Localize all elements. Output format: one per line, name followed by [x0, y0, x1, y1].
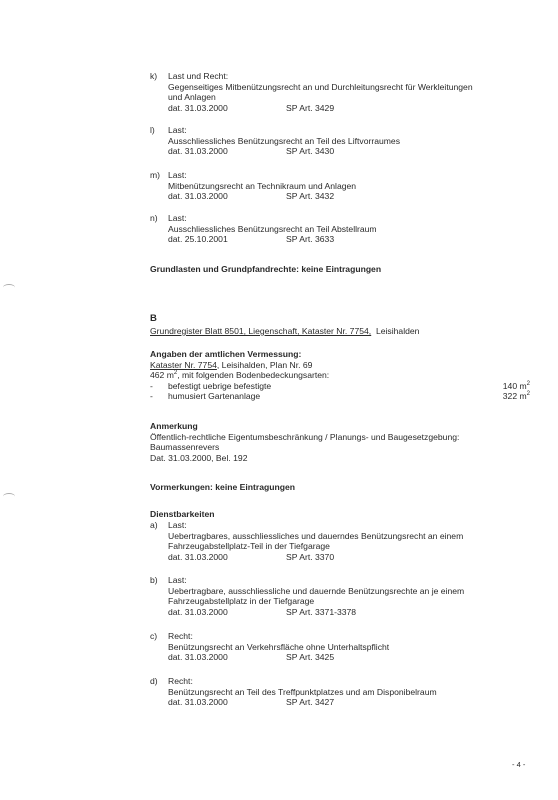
- kataster-line: Kataster Nr. 7754, Leisihalden, Plan Nr. 69: [150, 359, 313, 370]
- entry-description: Ausschliessliches Benützungsrecht an Teil des Liftvorraumes: [168, 135, 400, 146]
- entry-date: dat. 25.10.2001: [168, 234, 228, 245]
- anmerkung-block: [150, 421, 530, 463]
- entry-date: dat. 31.03.2000: [168, 652, 228, 663]
- entry-description: Fahrzeugabstellplatz-Teil in der Tiefgarage: [168, 541, 330, 552]
- entry-description: Benützungsrecht an Teil des Treffpunktplatzes und am Disponibelraum: [168, 686, 437, 697]
- entry-letter: l): [150, 125, 155, 135]
- anmerkung-heading: Anmerkung: [150, 421, 198, 431]
- entry-type: Last:: [168, 575, 187, 585]
- entry-letter: m): [150, 170, 161, 180]
- page-number: - 4 -: [512, 760, 526, 769]
- entry-description: und Anlagen: [168, 92, 216, 103]
- entry-description: Uebertragbares, ausschliessliches und dauerndes Benützungsrecht an einem: [168, 530, 464, 541]
- vormerkungen-heading: Vormerkungen: keine Eintragungen: [150, 482, 296, 492]
- entry-type: Last:: [168, 170, 187, 180]
- entry-reference: SP Art. 3430: [286, 146, 335, 157]
- entry-reference: SP Art. 3429: [286, 102, 335, 113]
- entry-type: Last und Recht:: [168, 71, 229, 81]
- entry-reference: SP Art. 3370: [286, 551, 335, 562]
- entry-type: Last:: [168, 213, 187, 223]
- area-value: 322 $m^2$: [502, 391, 530, 402]
- entry-date: dat. 31.03.2000: [168, 191, 228, 202]
- entry-description: Mitbenützungsrecht an Technikraum und Anlagen: [168, 180, 357, 191]
- entry-reference: SP Art. 3371-3378: [286, 606, 357, 617]
- entry-type: Last:: [168, 125, 187, 135]
- entry-description: Fahrzeugabstellplatz in der Tiefgarage: [168, 596, 315, 607]
- grundlasten-heading: Grundlasten und Grundpfandrechte: keine Eintragungen: [150, 264, 382, 274]
- entry-letter: d): [150, 676, 158, 686]
- entry-letter: c): [150, 631, 158, 641]
- entry-type: Recht:: [168, 676, 193, 686]
- entry-letter: k): [150, 71, 158, 81]
- entry-reference: SP Art. 3432: [286, 191, 335, 202]
- entry-date: dat. 31.03.2000: [168, 606, 228, 617]
- entry-type: Recht:: [168, 631, 193, 641]
- entry-date: dat. 31.03.2000: [168, 697, 228, 708]
- area-row: - befestigt uebrige befestigte 140 $m^2$: [150, 380, 530, 391]
- anmerkung-text: Öffentlich-rechtliche Eigentumsbeschränkung / Planungs- und Baugesetzgebung:: [150, 431, 460, 442]
- area-row: - humusiert Gartenanlage 322 $m^2$: [150, 391, 530, 402]
- entry-reference: SP Art. 3633: [286, 234, 335, 245]
- area-label: humusiert Gartenanlage: [168, 391, 261, 402]
- entry-letter: a): [150, 520, 158, 530]
- entry-date: dat. 31.03.2000: [168, 146, 228, 157]
- entry-date: dat. 31.03.2000: [168, 551, 228, 562]
- area-value: 140 $m^2$: [502, 380, 530, 391]
- entry-description: Gegenseitiges Mitbenützungsrecht an und Durchleitungsrecht für Werkleitungen: [168, 81, 473, 92]
- grundregister-line: [150, 326, 419, 337]
- entry-type: Last:: [168, 520, 187, 530]
- vermessung-block: [150, 349, 530, 402]
- entry-description: Ausschliessliches Benützungsrecht an Teil Abstellraum: [168, 223, 377, 234]
- entry-letter: n): [150, 213, 158, 223]
- grundregister-link[interactable]: Grundregister Blatt 8501, Liegenschaft, Kataster Nr. 7754,: [150, 326, 372, 336]
- margin-mark: [3, 284, 15, 291]
- anmerkung-date: Dat. 31.03.2000, Bel. 192: [150, 452, 248, 463]
- entry-reference: SP Art. 3427: [286, 697, 335, 708]
- section-letter: B: [150, 313, 157, 324]
- entry-letter: b): [150, 575, 158, 585]
- grundregister-location: Leisihalden: [375, 326, 420, 336]
- anmerkung-text: Baumassenrevers: [150, 442, 220, 453]
- entry-date: dat. 31.03.2000: [168, 102, 228, 113]
- entry-description: Uebertragbare, ausschliessliche und dauernde Benützungsrechte an je einem: [168, 585, 465, 596]
- kataster-link[interactable]: Kataster Nr. 7754: [150, 359, 217, 370]
- entry-description: Benützungsrecht an Verkehrsfläche ohne Unterhaltspflicht: [168, 641, 390, 652]
- area-label: befestigt uebrige befestigte: [168, 380, 272, 391]
- entry-reference: SP Art. 3425: [286, 652, 335, 663]
- vermessung-heading: Angaben der amtlichen Vermessung:: [150, 349, 302, 359]
- area-line: 462 $m^2$, mit folgenden Bodenbedeckungsarten:: [150, 370, 330, 381]
- dienstbarkeiten-heading: Dienstbarkeiten: [150, 509, 215, 519]
- margin-mark: [3, 493, 15, 500]
